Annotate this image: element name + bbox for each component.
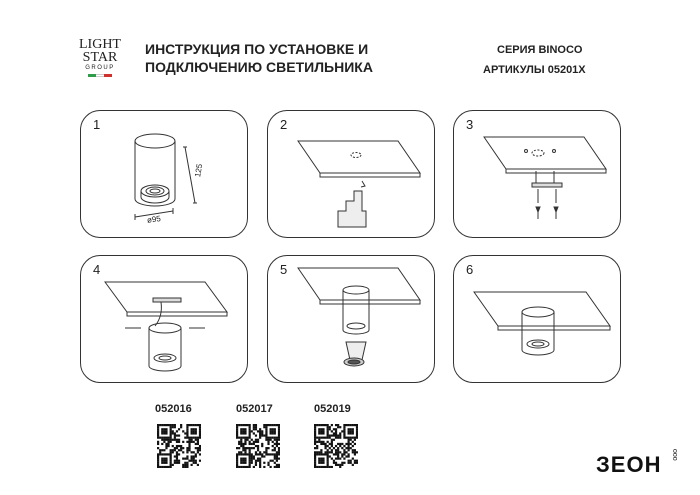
series-name: СЕРИЯ BINOCO xyxy=(497,44,583,56)
article-code-2: 052017 xyxy=(236,403,273,415)
ceiling-hole-drawing xyxy=(268,111,436,239)
installed-fixture-drawing xyxy=(454,256,622,384)
instruction-title xyxy=(145,40,373,76)
step-panel-3 xyxy=(453,110,621,238)
step-number: 4 xyxy=(93,262,101,277)
step-panel-1 xyxy=(80,110,248,238)
height-dimension: 125 xyxy=(193,163,205,178)
qr-code-052017[interactable] xyxy=(236,424,280,468)
zeon-brand-logo: ЗЕОН xyxy=(596,452,662,477)
qr-code-052019[interactable] xyxy=(314,424,358,468)
fixture-dimensions-drawing xyxy=(81,111,249,239)
step-panel-2 xyxy=(267,110,435,238)
step-panel-5 xyxy=(267,255,435,383)
title-line-2: ПОДКЛЮЧЕНИЮ СВЕТИЛЬНИКА xyxy=(145,59,373,75)
wiring-connection-drawing xyxy=(81,256,249,384)
article-code-1: 052016 xyxy=(155,403,192,415)
series-info xyxy=(483,40,586,80)
title-line-1: ИНСТРУКЦИЯ ПО УСТАНОВКЕ И xyxy=(145,41,369,57)
step-panel-6 xyxy=(453,255,621,383)
step-number: 3 xyxy=(466,117,474,132)
step-number: 1 xyxy=(93,117,101,132)
article-numbers: АРТИКУЛЫ 05201X xyxy=(483,64,586,76)
zeon-brand-suffix: ооо xyxy=(671,449,678,461)
logo-word-light: LIGHT xyxy=(79,37,121,52)
step-panel-4 xyxy=(80,255,248,383)
logo-word-group: GROUP xyxy=(85,65,115,71)
article-code-3: 052019 xyxy=(314,403,351,415)
step-number: 2 xyxy=(280,117,288,132)
qr-code-052016[interactable] xyxy=(157,424,201,468)
italian-flag-icon xyxy=(78,74,122,77)
logo-word-star: STAR xyxy=(82,50,118,65)
step-number: 6 xyxy=(466,262,474,277)
step-number: 5 xyxy=(280,262,288,277)
lamp-installation-drawing xyxy=(268,256,436,384)
mounting-bracket-drawing xyxy=(454,111,622,239)
lightstar-logo xyxy=(78,38,122,77)
diameter-dimension: ø95 xyxy=(146,214,162,225)
